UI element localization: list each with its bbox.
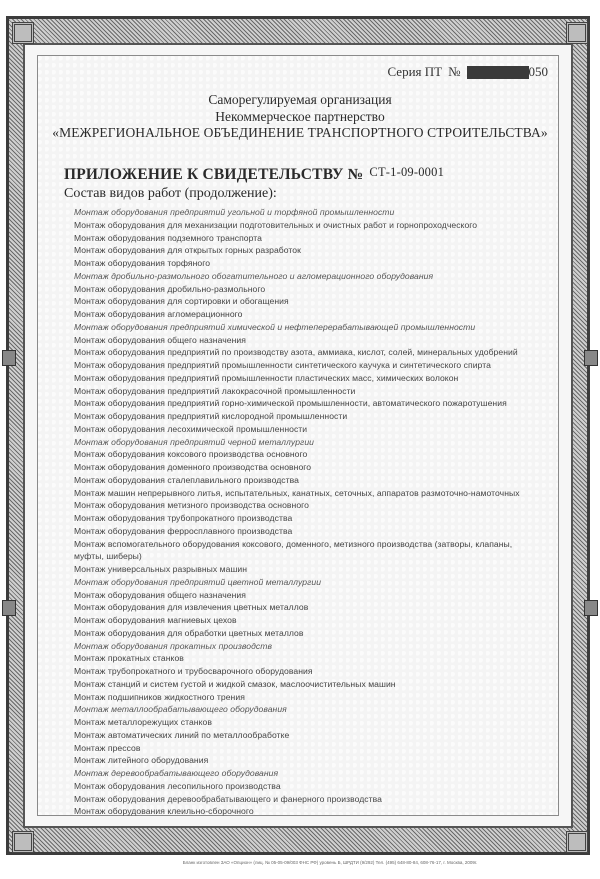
certificate-number: СТ-1-09-0001 [369,165,445,179]
serial-number [387,64,548,80]
list-section-heading: Монтаж деревообрабатывающего оборудования [74,768,279,778]
redacted-number [467,66,529,79]
list-item: Монтаж оборудования ферросплавного производства [74,525,293,536]
list-section-heading: Монтаж дробильно-размольного обогатительного и агломерационного оборудования [74,270,434,281]
list-item: Монтаж оборудования предприятий промышленности синтетического каучука и синтетического спирта [74,360,491,370]
list-item: Монтаж оборудования трубопрокатного производства [74,513,293,523]
list-item: Монтаж оборудования предприятий горно-химической промышленности, автоматического пожаротушения [74,398,507,409]
list-item: Монтаж оборудования торфяного [74,258,211,268]
list-item: Монтаж вспомогательного оборудования коксового, доменного, метизного производства (затворы, клапаны, муфты, шиберы) [74,538,513,562]
list-item: Монтаж подшипников жидкостного трения [74,691,245,702]
list-item: Монтаж оборудования клеильно-сборочного [74,806,254,817]
list-item: Монтаж прессов [74,742,141,753]
list-item: Монтаж оборудования для сортировки и обогащения [74,296,289,307]
list-item: Монтаж прокатных станков [74,653,184,664]
list-item: Монтаж оборудования для механизации подготовительных и очистных работ и горнопроходческого [74,219,478,230]
list-section-heading: Монтаж оборудования предприятий угольной и торфяной промышленности [74,207,395,217]
corner-ornament-icon [12,831,34,853]
list-item: Монтаж оборудования агломерационного [74,309,243,319]
side-ornament-icon [2,600,16,616]
list-item: Монтаж оборудования предприятий промышленности пластических масс, химических волокон [74,372,459,383]
list-section-heading: Монтаж оборудования прокатных производств [74,640,272,651]
list-section-heading: Монтаж оборудования предприятий цветной металлургии [74,576,322,587]
title-text: ПРИЛОЖЕНИЕ К СВИДЕТЕЛЬСТВУ № [64,166,364,183]
list-item: Монтаж оборудования подземного транспорта [74,232,262,243]
side-ornament-icon [584,600,598,616]
side-ornament-icon [584,350,598,366]
number-suffix: 050 [528,64,548,79]
list-item: Монтаж оборудования магниевых цехов [74,615,237,625]
list-item: Монтаж трубопрокатного и трубосварочного оборудования [74,666,313,676]
series-label: Серия ПТ [387,64,443,79]
list-section-heading: Монтаж оборудования предприятий черной металлургии [74,436,314,447]
corner-ornament-icon [566,22,588,44]
document-title [64,166,444,184]
list-item: Монтаж металлорежущих станков [74,717,212,727]
list-item: Монтаж оборудования для обработки цветных металлов [74,627,304,638]
side-ornament-icon [2,350,16,366]
list-item: Монтаж оборудования доменного производства основного [74,462,312,472]
list-item: Монтаж литейного оборудования [74,755,209,766]
list-item: Монтаж оборудования сталеплавильного производства [74,474,299,485]
list-item: Монтаж оборудования деревообрабатывающего и фанерного производства [74,793,382,804]
list-item: Монтаж оборудования метизного производства основного [74,500,309,511]
work-types-list [74,206,544,818]
corner-ornament-icon [12,22,34,44]
print-footer: Бланк изготовлен ЗАО «Опцион» (лиц. № 05-05-09/003 ФНС РФ) уровень Б, ШРДТИ (9/292) Тел. (495) 648-80-84, 608-76-17, г. Москва, 2009г. [182,860,478,865]
partnership-label: Некоммерческое партнерство [215,109,385,124]
organization-type: Саморегулируемая организация [208,92,392,107]
list-item: Монтаж оборудования общего назначения [74,589,246,600]
list-item: Монтаж станций и систем густой и жидкой смазок, маслоочистительных машин [74,678,396,689]
list-item: Монтаж машин непрерывного литья, испытательных, канатных, сеточных, аппаратов размоточно-намоточных [74,487,520,498]
list-item: Монтаж универсальных разрывных машин [74,564,248,574]
list-item: Монтаж оборудования коксового производства основного [74,449,308,460]
list-item: Монтаж оборудования лесохимической промышленности [74,423,308,434]
list-item: Монтаж оборудования предприятий по производству азота, аммиака, кислот, солей, минеральных удобрений [74,347,518,358]
list-item: Монтаж автоматических линий по металлообработке [74,729,290,740]
list-item: Монтаж оборудования для открытых горных разработок [74,245,301,256]
list-item: Монтаж оборудования предприятий кислородной промышленности [74,411,348,421]
list-item: Монтаж оборудования общего назначения [74,334,246,345]
list-item: Монтаж оборудования предприятий лакокрасочной промышленности [74,385,356,396]
organization-name: «МЕЖРЕГИОНАЛЬНОЕ ОБЪЕДИНЕНИЕ ТРАНСПОРТНОГО СТРОИТЕЛЬСТВА» [52,125,548,140]
list-item: Монтаж оборудования дробильно-размольного [74,283,266,294]
corner-ornament-icon [566,831,588,853]
list-section-heading: Монтаж оборудования предприятий химической и нефтеперерабатывающей промышленности [74,321,476,332]
list-item: Монтаж оборудования для извлечения цветных металлов [74,602,309,613]
number-sign: № [448,64,461,79]
list-item: Монтаж оборудования лесопильного производства [74,780,281,791]
list-section-heading: Монтаж металлообрабатывающего оборудования [74,704,287,715]
section-subtitle: Состав видов работ (продолжение): [64,186,277,201]
